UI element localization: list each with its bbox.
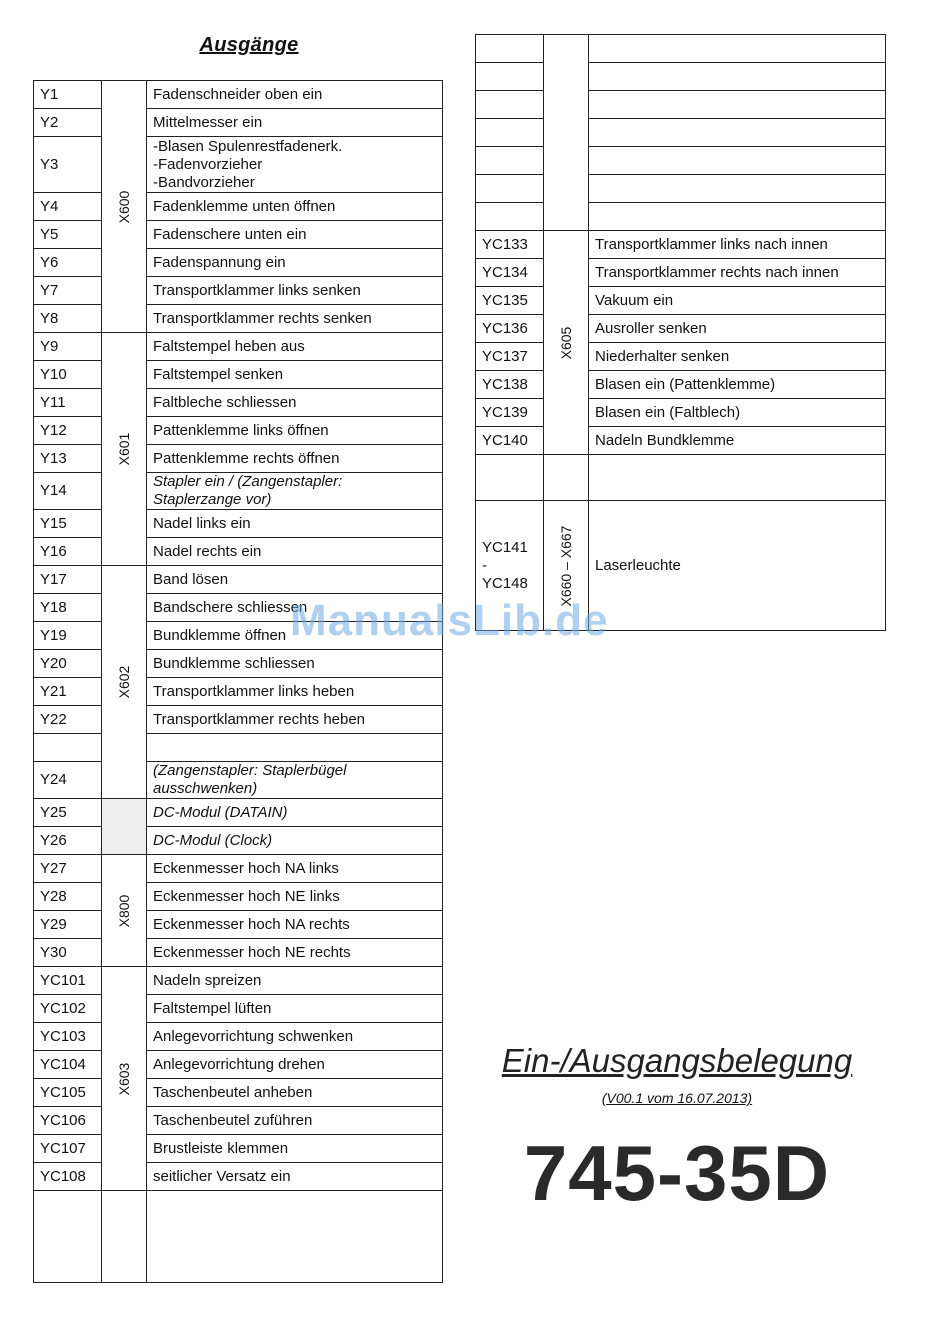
- output-code-text: Y13: [40, 449, 67, 467]
- output-code: [34, 538, 102, 566]
- output-code: [476, 119, 544, 147]
- output-code: [34, 193, 102, 221]
- output-code-text: Y6: [40, 253, 59, 271]
- output-description: [147, 1163, 443, 1191]
- connector-group: [102, 1191, 147, 1283]
- output-description: [147, 193, 443, 221]
- output-code-text: Y3: [40, 155, 59, 173]
- output-code: [34, 594, 102, 622]
- connector-group: [102, 799, 147, 855]
- output-description: [147, 389, 443, 417]
- output-description: [589, 501, 886, 631]
- output-description-text: DC-Modul (Clock): [153, 831, 273, 849]
- connector-label: X600: [116, 190, 132, 223]
- output-code-text: Y26: [40, 831, 67, 849]
- connector-label: X603: [116, 1062, 132, 1095]
- output-code-text: Y4: [40, 197, 59, 215]
- right-table-row: [476, 427, 886, 455]
- output-description: [147, 566, 443, 594]
- output-code-text: YC102: [40, 999, 86, 1017]
- output-description-text: Faltstempel heben aus: [153, 337, 305, 355]
- left-table-row: [34, 473, 443, 510]
- output-code: [34, 827, 102, 855]
- output-code-text: Y15: [40, 514, 67, 532]
- left-table-row: [34, 650, 443, 678]
- output-description-text: Fadenschere unten ein: [153, 225, 307, 243]
- output-description-text: seitlicher Versatz ein: [153, 1167, 291, 1185]
- right-table-row: [476, 343, 886, 371]
- left-table-row: [34, 995, 443, 1023]
- left-table-row: [34, 706, 443, 734]
- right-table-row: [476, 175, 886, 203]
- output-description-text: Stapler ein / (Zangenstapler: Staplerzange vor): [153, 473, 343, 508]
- left-table-row: [34, 361, 443, 389]
- output-code: [476, 91, 544, 119]
- output-code: [476, 455, 544, 501]
- left-table-row: [34, 883, 443, 911]
- right-table-row: [476, 287, 886, 315]
- output-code: [476, 287, 544, 315]
- output-code-text: YC134: [482, 263, 528, 281]
- outputs-heading: Ausgänge: [199, 34, 299, 56]
- output-description-text: Pattenklemme rechts öffnen: [153, 449, 340, 467]
- output-description-text: Transportklammer links nach innen: [595, 235, 828, 253]
- document-version: (V00.1 vom 16.07.2013): [601, 1090, 753, 1106]
- connector-label: X601: [116, 432, 132, 466]
- output-code-text: Y24: [40, 771, 67, 788]
- output-description: [589, 63, 886, 91]
- connector-group: [544, 231, 589, 455]
- output-code-text: YC106: [40, 1111, 86, 1129]
- output-code-text: Y17: [40, 570, 67, 588]
- output-code: [476, 259, 544, 287]
- connector-group: [102, 333, 147, 566]
- output-description: [147, 1079, 443, 1107]
- left-table-row: [34, 249, 443, 277]
- output-code: [34, 799, 102, 827]
- output-code-text: Y8: [40, 309, 59, 327]
- output-code: [34, 277, 102, 305]
- document-title: Ein-/Ausgangsbelegung: [501, 1042, 853, 1079]
- output-description: [147, 762, 443, 799]
- left-table-row: [34, 305, 443, 333]
- output-code: [34, 510, 102, 538]
- output-code: [34, 855, 102, 883]
- left-table-row: [34, 967, 443, 995]
- output-description: [147, 827, 443, 855]
- output-description: [589, 35, 886, 63]
- output-description: [147, 650, 443, 678]
- output-description: [147, 417, 443, 445]
- output-code-text: YC108: [40, 1167, 86, 1185]
- output-code-text: Y22: [40, 710, 67, 728]
- output-description: [589, 343, 886, 371]
- right-table-row: [476, 203, 886, 231]
- output-description: [589, 259, 886, 287]
- output-description: [589, 203, 886, 231]
- output-description-text: Transportklammer rechts senken: [153, 309, 372, 327]
- output-code: [34, 81, 102, 109]
- output-description: [147, 473, 443, 510]
- right-table-row: [476, 91, 886, 119]
- output-description-text: Ausroller senken: [595, 319, 707, 337]
- output-description: [147, 799, 443, 827]
- output-code-text: YC135: [482, 291, 528, 309]
- output-code: [476, 343, 544, 371]
- right-table-row: [476, 259, 886, 287]
- output-code: [34, 650, 102, 678]
- output-description: [589, 147, 886, 175]
- output-description-text: Bandschere schliessen: [153, 598, 308, 616]
- left-table-row: [34, 137, 443, 193]
- connector-group: [544, 455, 589, 501]
- output-description-text: Mittelmesser ein: [153, 113, 263, 131]
- output-description: [589, 371, 886, 399]
- connector-group: [102, 855, 147, 967]
- output-code: [34, 734, 102, 762]
- output-description-text: Anlegevorrichtung drehen: [153, 1055, 325, 1073]
- output-code: [34, 1023, 102, 1051]
- left-table-row: [34, 445, 443, 473]
- output-description-text: Transportklammer rechts nach innen: [595, 263, 839, 281]
- output-code: [34, 1135, 102, 1163]
- left-table-row: [34, 109, 443, 137]
- output-description-text: Brustleiste klemmen: [153, 1139, 289, 1157]
- connector-group: [102, 81, 147, 333]
- output-code: [476, 399, 544, 427]
- output-code: [34, 911, 102, 939]
- output-code: [34, 445, 102, 473]
- output-description-text: Nadel rechts ein: [153, 542, 262, 560]
- output-description: [589, 175, 886, 203]
- output-code-text: Y25: [40, 803, 67, 821]
- output-code-text: Y10: [40, 365, 67, 383]
- output-description: [589, 427, 886, 455]
- output-code: [476, 63, 544, 91]
- output-code-text: YC137: [482, 347, 528, 365]
- output-description-text: Nadel links ein: [153, 514, 251, 532]
- output-code: [34, 706, 102, 734]
- output-code-text: YC101: [40, 971, 86, 989]
- output-code-text: Y14: [40, 482, 67, 499]
- output-description: [147, 510, 443, 538]
- left-table-row: [34, 678, 443, 706]
- output-code-text: Y29: [40, 915, 67, 933]
- output-code-text: YC107: [40, 1139, 86, 1157]
- output-description: [589, 455, 886, 501]
- output-description: [147, 1135, 443, 1163]
- output-code: [34, 1051, 102, 1079]
- output-description-text: Bundklemme öffnen: [153, 626, 287, 644]
- output-code: [34, 333, 102, 361]
- output-description-text: Band lösen: [153, 570, 229, 588]
- output-description: [147, 911, 443, 939]
- left-table-row: [34, 510, 443, 538]
- output-description-text: Faltstempel senken: [153, 365, 284, 383]
- output-description: [589, 287, 886, 315]
- output-code-text: YC104: [40, 1055, 86, 1073]
- output-description: [589, 91, 886, 119]
- output-description-text: Nadeln spreizen: [153, 971, 262, 989]
- left-table-row: [34, 1191, 443, 1283]
- output-code-text: Y5: [40, 225, 59, 243]
- outputs-table-left: [33, 80, 443, 1283]
- output-description: [147, 361, 443, 389]
- output-code: [34, 305, 102, 333]
- output-description-text: Faltstempel lüften: [153, 999, 272, 1017]
- output-description: [147, 967, 443, 995]
- right-table-row: [476, 231, 886, 259]
- right-table-row: [476, 399, 886, 427]
- left-table-row: [34, 1023, 443, 1051]
- output-description-text: Transportklammer links heben: [153, 682, 355, 700]
- left-table-row: [34, 566, 443, 594]
- output-code-text: Y11: [40, 393, 66, 411]
- output-description-text: Taschenbeutel zuführen: [153, 1111, 313, 1129]
- output-description-text: Faltbleche schliessen: [153, 393, 297, 411]
- output-code-text: YC133: [482, 235, 528, 253]
- model-number: 745-35D: [523, 1129, 831, 1217]
- left-table-row: [34, 1107, 443, 1135]
- output-description: [147, 883, 443, 911]
- left-table-row: [34, 333, 443, 361]
- output-description-text: Eckenmesser hoch NE rechts: [153, 943, 351, 961]
- right-table-row: [476, 371, 886, 399]
- output-description: [147, 855, 443, 883]
- left-table-row: [34, 417, 443, 445]
- output-description-text: Fadenschneider oben ein: [153, 85, 323, 103]
- right-table-row: [476, 35, 886, 63]
- output-description-text: Pattenklemme links öffnen: [153, 421, 329, 439]
- left-table-row: [34, 389, 443, 417]
- output-code: [476, 231, 544, 259]
- output-code: [476, 35, 544, 63]
- watermark: ManualsLib.de: [290, 596, 609, 645]
- output-description: [147, 538, 443, 566]
- output-code: [34, 137, 102, 193]
- output-code-text: Y12: [40, 421, 67, 439]
- right-table-row: [476, 119, 886, 147]
- output-description-text: Bundklemme schliessen: [153, 654, 315, 672]
- left-table-row: [34, 855, 443, 883]
- left-table-row: [34, 277, 443, 305]
- output-description: [589, 119, 886, 147]
- output-description: [147, 81, 443, 109]
- output-description-text: DC-Modul (DATAIN): [153, 803, 288, 821]
- output-description-text: Taschenbeutel anheben: [153, 1083, 313, 1101]
- output-description-text: Fadenspannung ein: [153, 253, 286, 271]
- output-code: [34, 1107, 102, 1135]
- output-code: [476, 371, 544, 399]
- output-code-text: Y18: [40, 598, 67, 616]
- output-code-text: YC103: [40, 1027, 86, 1045]
- right-table-row: [476, 315, 886, 343]
- left-table-row: [34, 799, 443, 827]
- output-code: [34, 939, 102, 967]
- output-code: [34, 473, 102, 510]
- left-table-row: [34, 538, 443, 566]
- output-description-text: Niederhalter senken: [595, 347, 730, 365]
- output-description: [147, 137, 443, 193]
- connector-label: X605: [558, 326, 574, 359]
- connector-label: X800: [116, 894, 132, 927]
- output-code: [34, 389, 102, 417]
- output-code: [34, 566, 102, 594]
- output-description-text: Blasen ein (Pattenklemme): [595, 375, 776, 393]
- output-description-text: Fadenklemme unten öffnen: [153, 197, 336, 215]
- output-code-text: Y28: [40, 887, 67, 905]
- output-description-text: Transportklammer links senken: [153, 281, 361, 299]
- output-description: [147, 1051, 443, 1079]
- output-code-text: YC140: [482, 431, 528, 449]
- output-code: [34, 221, 102, 249]
- output-code: [34, 417, 102, 445]
- output-description-text: Anlegevorrichtung schwenken: [153, 1027, 354, 1045]
- output-description: [147, 939, 443, 967]
- left-table-row: [34, 762, 443, 799]
- output-description: [147, 333, 443, 361]
- output-description: [147, 1023, 443, 1051]
- output-description-text: (Zangenstapler: Staplerbügel ausschwenken): [153, 762, 347, 797]
- output-description: [147, 109, 443, 137]
- left-table-row: [34, 827, 443, 855]
- connector-label: X602: [116, 665, 132, 699]
- output-description: [147, 1191, 443, 1283]
- output-code: [34, 1191, 102, 1283]
- output-description: [589, 315, 886, 343]
- output-code-text: Y2: [40, 113, 59, 131]
- connector-group: [544, 35, 589, 231]
- connector-label: X660 – X667: [558, 525, 574, 606]
- output-code: [476, 315, 544, 343]
- right-table-row: [476, 147, 886, 175]
- output-code-text: Y20: [40, 654, 67, 672]
- output-code-text: Y30: [40, 943, 67, 961]
- connector-group: [102, 967, 147, 1191]
- left-table-row: [34, 911, 443, 939]
- output-description-text: Transportklammer rechts heben: [153, 710, 366, 728]
- left-table-row: [34, 734, 443, 762]
- left-table-row: [34, 1079, 443, 1107]
- output-code-text: YC138: [482, 375, 528, 393]
- output-code: [34, 967, 102, 995]
- output-description: [589, 231, 886, 259]
- output-description-text: -Blasen Spulenrestfadenerk. -Fadenvorzieher -Bandvorzieher: [153, 137, 343, 191]
- output-description: [147, 221, 443, 249]
- left-table-row: [34, 81, 443, 109]
- right-table-row: [476, 63, 886, 91]
- output-code-text: YC136: [482, 319, 528, 337]
- connector-group: [102, 566, 147, 799]
- output-description: [147, 305, 443, 333]
- output-code-text: Y19: [40, 626, 67, 644]
- output-description-text: Eckenmesser hoch NA links: [153, 859, 339, 877]
- output-description: [147, 678, 443, 706]
- output-description: [147, 277, 443, 305]
- outputs-table-right: [475, 34, 886, 631]
- output-code: [476, 203, 544, 231]
- left-table-row: [34, 1163, 443, 1191]
- output-description: [589, 399, 886, 427]
- output-description-text: Laserleuchte: [595, 556, 681, 574]
- output-code-text: YC105: [40, 1083, 86, 1101]
- output-code-text: Y27: [40, 859, 67, 877]
- output-code: [34, 1079, 102, 1107]
- output-description-text: Eckenmesser hoch NE links: [153, 887, 340, 905]
- output-description: [147, 706, 443, 734]
- left-table-row: [34, 1135, 443, 1163]
- output-description-text: Nadeln Bundklemme: [595, 431, 735, 449]
- output-code: [34, 622, 102, 650]
- output-description: [147, 249, 443, 277]
- left-table-row: [34, 939, 443, 967]
- output-code: [476, 175, 544, 203]
- right-table-row: [476, 455, 886, 501]
- output-code-text: Y7: [40, 281, 59, 299]
- output-description: [147, 995, 443, 1023]
- output-code: [34, 1163, 102, 1191]
- output-code: [476, 147, 544, 175]
- output-code: [34, 109, 102, 137]
- output-code-text: Y9: [40, 337, 59, 355]
- left-table-row: [34, 221, 443, 249]
- output-description-text: Blasen ein (Faltblech): [595, 403, 741, 421]
- output-code-text: Y1: [40, 85, 59, 103]
- output-description: [147, 445, 443, 473]
- output-code-text: YC139: [482, 403, 528, 421]
- output-description-text: Eckenmesser hoch NA rechts: [153, 915, 350, 933]
- output-description: [147, 734, 443, 762]
- output-code-text: YC141 - YC148: [482, 538, 528, 592]
- left-table-row: [34, 1051, 443, 1079]
- output-code: [34, 883, 102, 911]
- output-code-text: Y21: [40, 682, 67, 700]
- output-code: [476, 427, 544, 455]
- output-code: [34, 249, 102, 277]
- output-description-text: Vakuum ein: [595, 291, 674, 309]
- output-code-text: Y16: [40, 542, 67, 560]
- output-code: [34, 762, 102, 799]
- output-code: [34, 995, 102, 1023]
- output-description: [147, 1107, 443, 1135]
- output-code: [34, 361, 102, 389]
- left-table-row: [34, 193, 443, 221]
- output-code: [34, 678, 102, 706]
